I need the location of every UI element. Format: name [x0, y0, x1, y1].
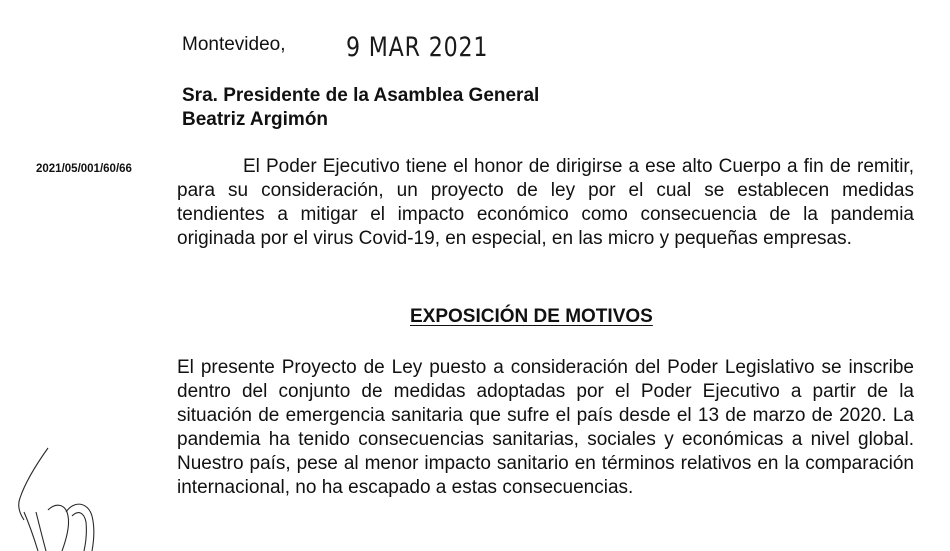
section-heading: EXPOSICIÓN DE MOTIVOS: [410, 306, 653, 327]
handwritten-signature: [8, 440, 108, 551]
addressee-block: [182, 84, 539, 132]
date-stamp: 9 MAR 2021: [346, 32, 489, 63]
motives-paragraph: El presente Proyecto de Ley puesto a consideración del Poder Legislativo se inscribe dentro del conjunto de medidas adoptadas por el Poder Ejecutivo a partir de la situación de emergencia sanitaria que sufre el país desde el 13 de marzo de 2020. La pandemia ha tenido consecuencias sanitarias, sociales y económicas a nivel global. Nuestro país, pese al menor impacto sanitario en términos relativos en la comparación internacional, no ha escapado a estas consecuencias.: [177, 357, 914, 498]
addressee-title: Sra. Presidente de la Asamblea General: [182, 85, 540, 106]
place-name: Montevideo,: [182, 34, 286, 55]
addressee-name: Beatriz Argimón: [182, 109, 329, 130]
file-reference-number: 2021/05/001/60/66: [36, 163, 132, 175]
intro-paragraph: El Poder Ejecutivo tiene el honor de dirigirse a ese alto Cuerpo a fin de remitir, para su consideración, un proyecto de ley por el cual se establecen medidas tendientes a mitigar el impacto económico como consecuencia de la pandemia originada por el virus Covid-19, en especial, en las micro y pequeñas empresas.: [177, 156, 914, 249]
